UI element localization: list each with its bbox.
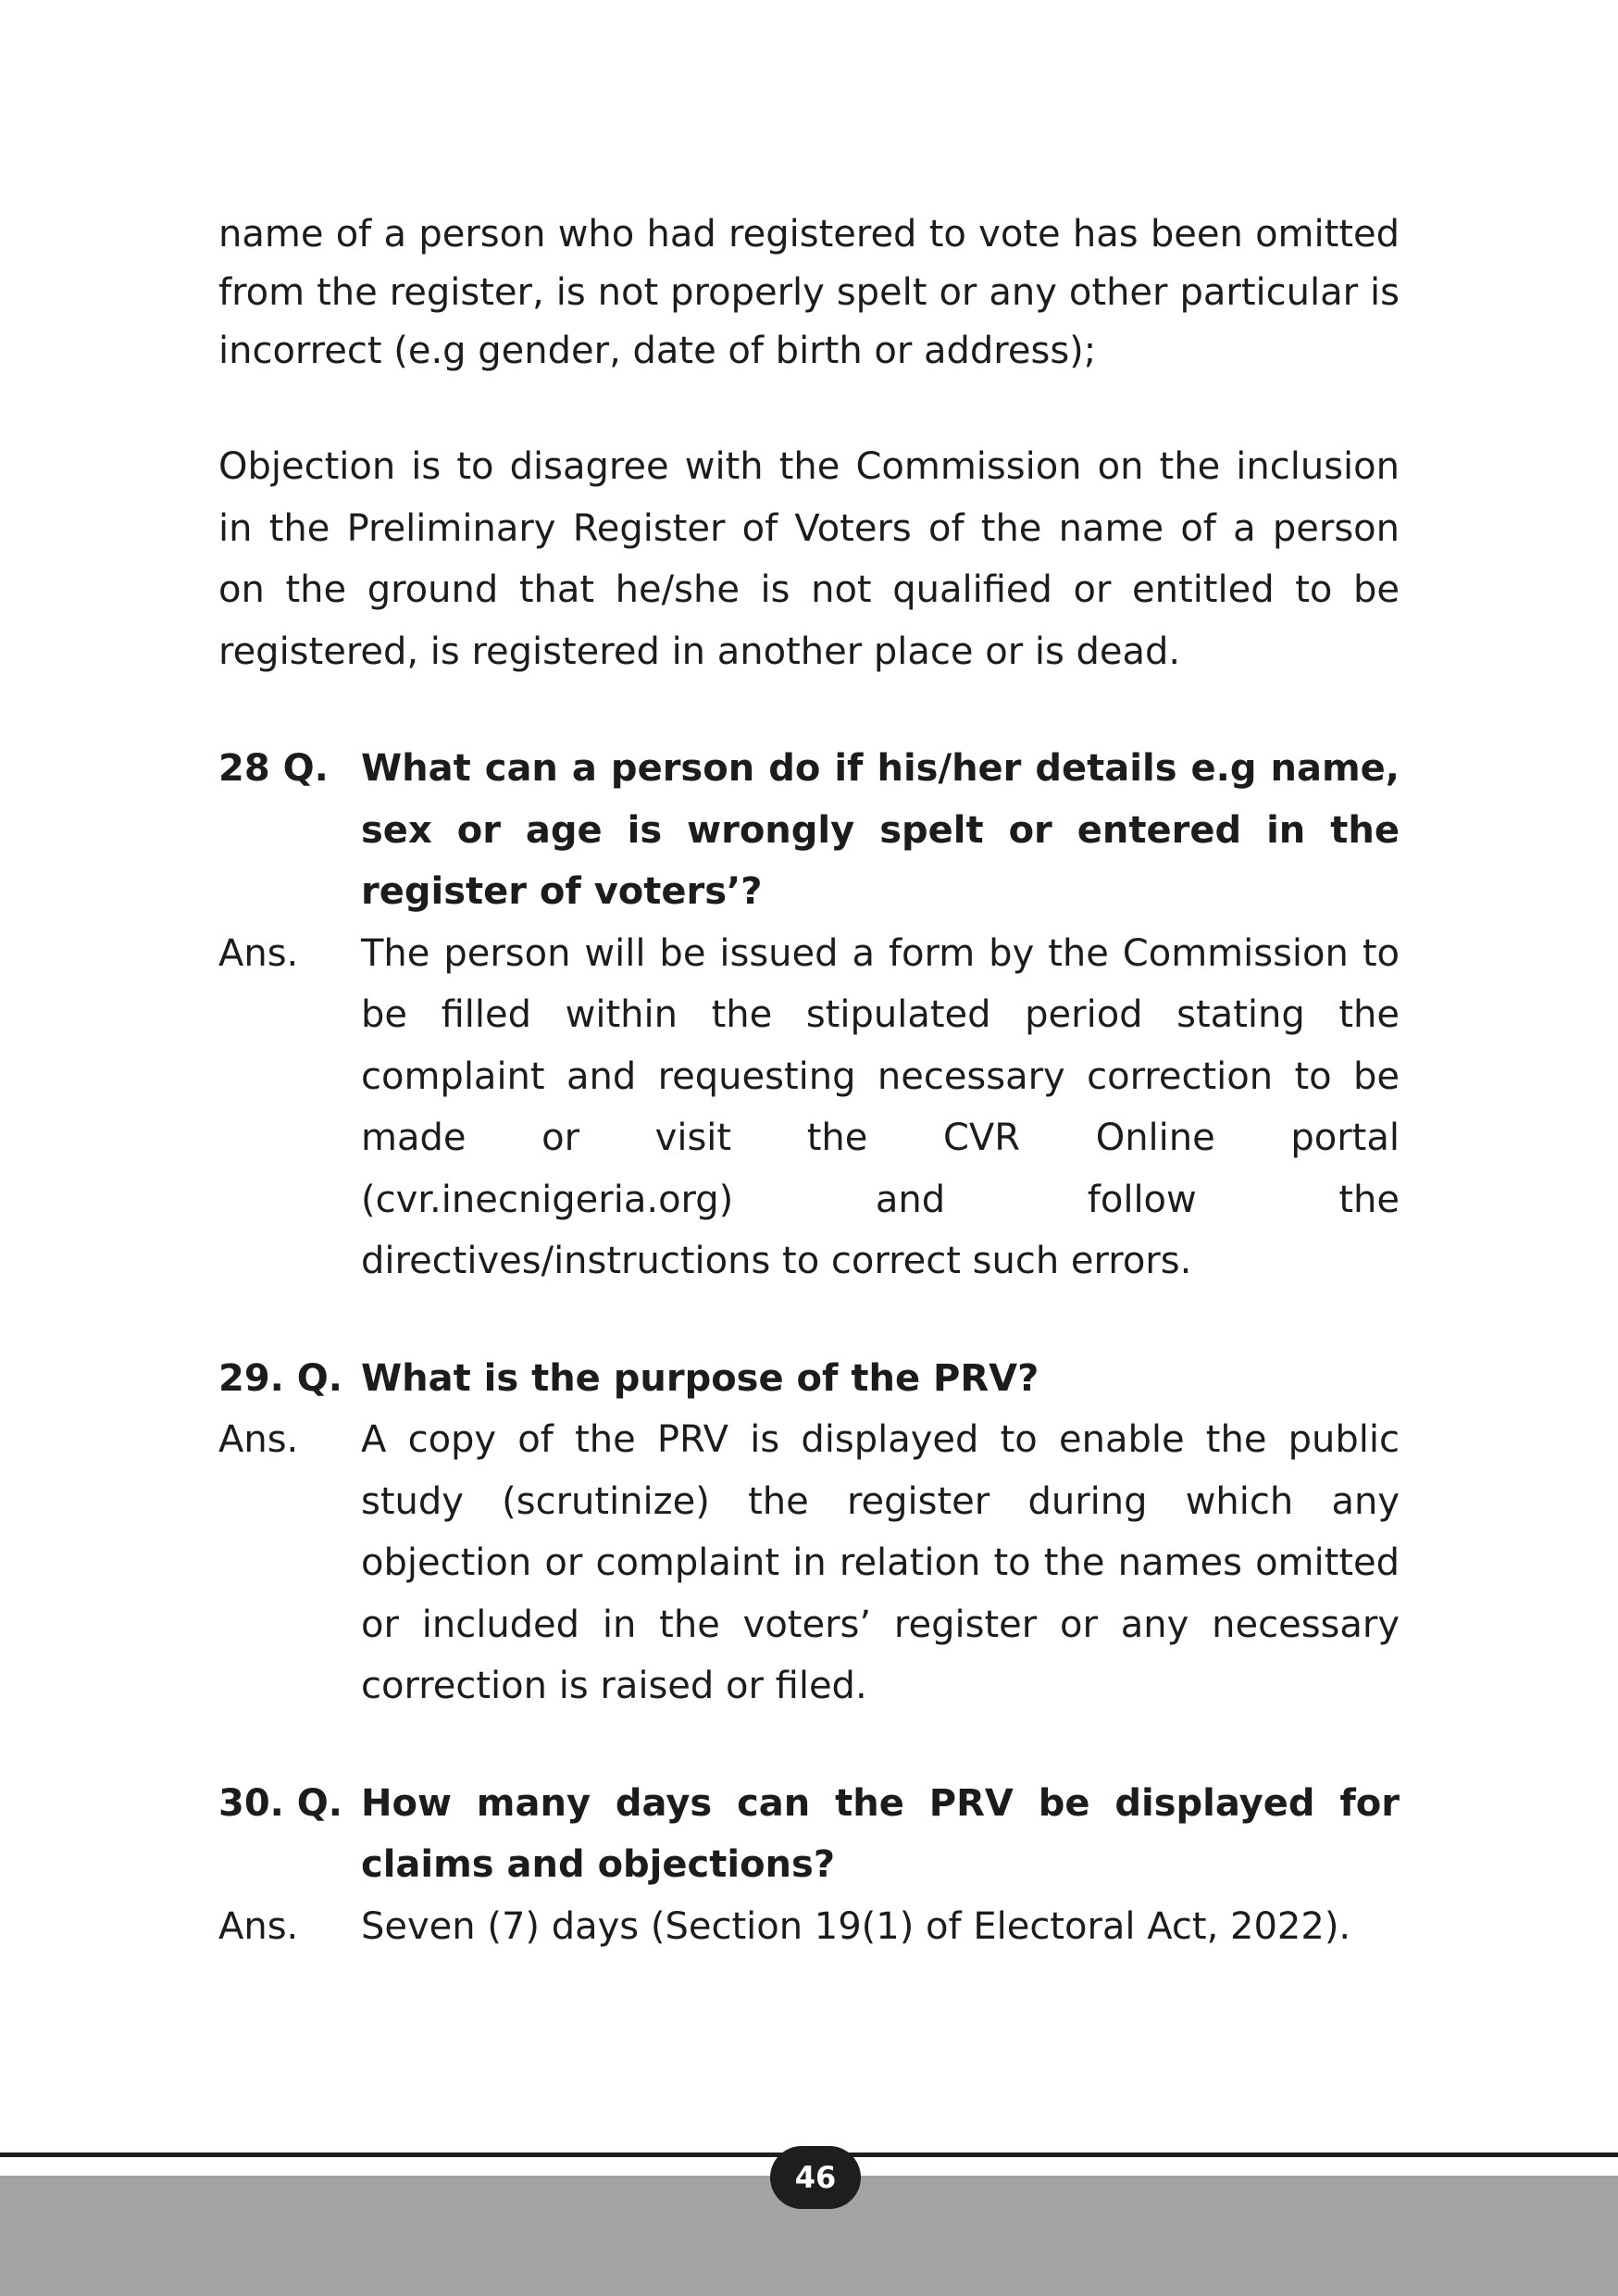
answer-row: [218, 923, 1400, 1292]
answer-text: A copy of the PRV is displayed to enable the public study (scrutinize) the register during which any objection or complaint in relation to the names omitted or included in the voters’ register or any necessary correction is raised or filed.: [361, 1418, 1400, 1707]
question-label: 30. Q.: [218, 1781, 342, 1825]
question-label: 28 Q.: [218, 747, 329, 790]
answer-row: [218, 1409, 1400, 1717]
answer-text: The person will be issued a form by the Commission to be filled within the stipulated period stating the complaint and requesting necessary correction to be made or visit the CVR Online portal (cvr.inecnigeria.org) and follow the directives/instructions to correct such errors.: [361, 931, 1400, 1282]
spacer: [218, 682, 1400, 738]
spacer: [218, 381, 1400, 436]
answer-text: Seven (7) days (Section 19(1) of Electoral Act, 2022).: [361, 1904, 1351, 1948]
question-row: [218, 1773, 1400, 1896]
objection-paragraph: Objection is to disagree with the Commission on the inclusion in the Preliminary Register of Voters of the name of a person on the ground that he/she is not qualified or entitled to be registered, is registered in another place or is dead.: [218, 445, 1400, 673]
page-content: [218, 206, 1400, 1957]
question-text: What is the purpose of the PRV?: [361, 1356, 1039, 1400]
question-row: [218, 1348, 1400, 1410]
question-text: How many days can the PRV be displayed for claims and objections?: [361, 1781, 1400, 1886]
answer-label: Ans.: [218, 1418, 299, 1461]
question-label: 29. Q.: [218, 1356, 342, 1400]
question-row: [218, 738, 1400, 923]
page-number-badge: 46: [770, 2146, 861, 2209]
answer-label: Ans.: [218, 931, 299, 975]
qa-item-28: [218, 738, 1400, 1292]
spacer: [218, 1292, 1400, 1348]
qa-item-29: [218, 1348, 1400, 1717]
claim-continuation-paragraph: name of a person who had registered to vote has been omitted from the register, is not properly spelt or any other particular is incorrect (e.g gender, date of birth or address);: [218, 213, 1400, 372]
answer-label: Ans.: [218, 1904, 299, 1948]
spacer: [218, 1717, 1400, 1773]
answer-row: [218, 1896, 1400, 1958]
qa-item-30: [218, 1773, 1400, 1958]
question-text: What can a person do if his/her details e.g name, sex or age is wrongly spelt or entered in the register of voters’?: [361, 747, 1400, 913]
